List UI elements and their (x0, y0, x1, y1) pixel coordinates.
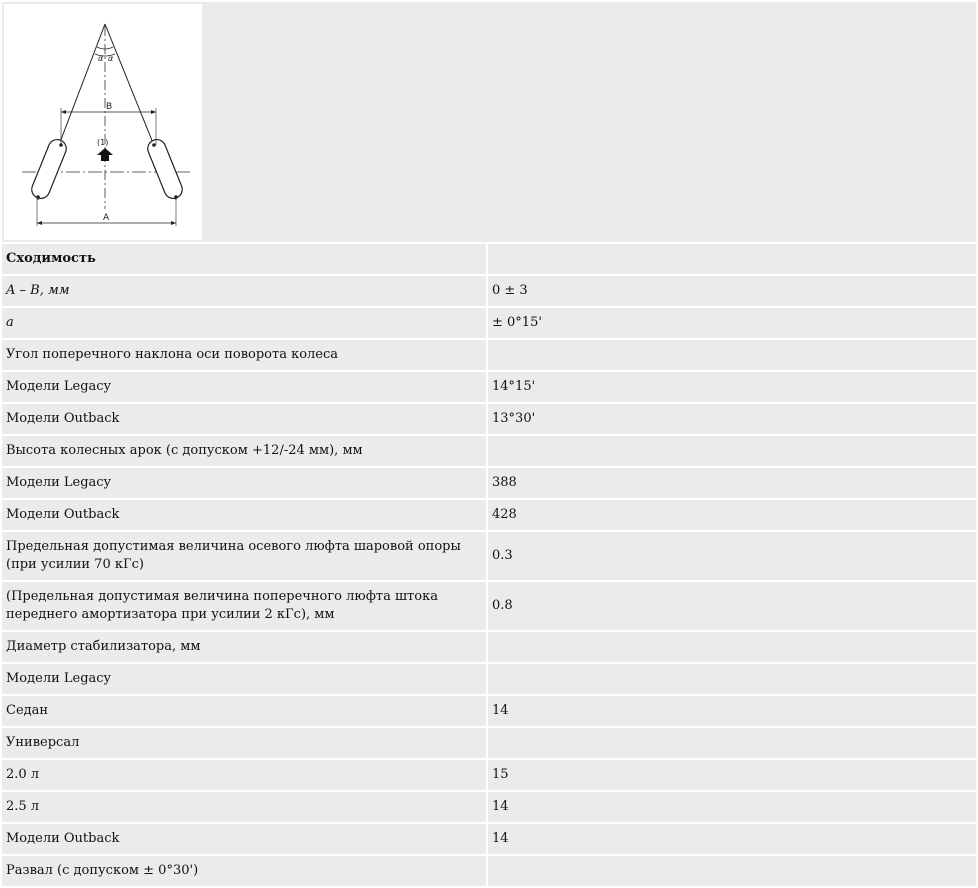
spec-row (2, 372, 976, 402)
spec-row (2, 436, 976, 466)
spec-label-cell: Модели Outback (2, 824, 486, 854)
alpha-right-label: α (108, 54, 114, 63)
spec-value-cell: 14°15' (488, 372, 976, 402)
spec-label-cell: Высота колесных арок (с допуском +12/-24 мм), мм (2, 436, 486, 466)
spec-row (2, 696, 976, 726)
spec-value-cell (488, 244, 976, 274)
spec-row (2, 824, 976, 854)
dimension-a-arrow-right (171, 221, 176, 225)
spec-label-cell: Модели Outback (2, 404, 486, 434)
spec-row (2, 582, 976, 630)
specifications-body (2, 2, 976, 886)
spec-value-cell: 388 (488, 468, 976, 498)
spec-value-cell: 14 (488, 792, 976, 822)
spec-row (2, 244, 976, 274)
spec-label-cell: Сходимость (2, 244, 486, 274)
spec-value-cell: 0.8 (488, 582, 976, 630)
alpha-left-label: α (98, 54, 104, 63)
spec-label-cell: Модели Legacy (2, 468, 486, 498)
right-wheel (145, 137, 185, 201)
dimension-b-arrow-right (151, 110, 156, 114)
point-b-right (152, 143, 156, 147)
spec-row (2, 728, 976, 758)
spec-row (2, 468, 976, 498)
spec-row (2, 500, 976, 530)
spec-label-cell: Модели Outback (2, 500, 486, 530)
figure-cell (2, 2, 976, 242)
spec-row (2, 276, 976, 306)
spec-value-cell (488, 856, 976, 886)
spec-value-cell: 428 (488, 500, 976, 530)
spec-value-cell (488, 664, 976, 694)
spec-label-cell: Предельная допустимая величина осевого люфта шаровой опоры (при усилии 70 кГс) (2, 532, 486, 580)
spec-row (2, 760, 976, 790)
spec-label-cell: Универсал (2, 728, 486, 758)
spec-row (2, 340, 976, 370)
spec-value-cell: 15 (488, 760, 976, 790)
spec-row (2, 532, 976, 580)
spec-row (2, 308, 976, 338)
spec-label-cell: A – B, мм (2, 276, 486, 306)
spec-label-cell: Угол поперечного наклона оси поворота колеса (2, 340, 486, 370)
spec-label-cell: Развал (с допуском ± 0°30') (2, 856, 486, 886)
spec-value-cell: 14 (488, 824, 976, 854)
spec-value-cell (488, 632, 976, 662)
spec-value-cell: 0 ± 3 (488, 276, 976, 306)
toe-in-diagram-svg (4, 4, 202, 240)
spec-value-cell: ± 0°15' (488, 308, 976, 338)
spec-value-cell (488, 728, 976, 758)
toe-in-diagram (4, 4, 202, 240)
spec-row (2, 632, 976, 662)
figure-row (2, 2, 976, 242)
left-wheel (29, 137, 69, 201)
dimension-a-label: A (103, 213, 110, 223)
spec-row (2, 664, 976, 694)
spec-row (2, 404, 976, 434)
spec-label-cell: Модели Legacy (2, 372, 486, 402)
dimension-b-arrow-left (61, 110, 66, 114)
spec-value-cell (488, 436, 976, 466)
spec-label-cell: Диаметр стабилизатора, мм (2, 632, 486, 662)
spec-label-cell: (Предельная допустимая величина поперечного люфта штока переднего амортизатора при усилии 2 кГс), мм (2, 582, 486, 630)
spec-value-cell: 0.3 (488, 532, 976, 580)
spec-row (2, 792, 976, 822)
spec-label-cell: 2.0 л (2, 760, 486, 790)
spec-row (2, 856, 976, 886)
spec-value-cell (488, 340, 976, 370)
dimension-a-arrow-left (37, 221, 42, 225)
spec-label-cell: Седан (2, 696, 486, 726)
spec-label-cell: a (2, 308, 486, 338)
forward-direction-arrow-icon (97, 148, 113, 161)
spec-value-cell: 13°30' (488, 404, 976, 434)
spec-label-cell: 2.5 л (2, 792, 486, 822)
spec-label-cell: Модели Legacy (2, 664, 486, 694)
dimension-b-label: B (106, 102, 113, 112)
spec-value-cell: 14 (488, 696, 976, 726)
forward-marker-label: (1) (97, 138, 109, 147)
